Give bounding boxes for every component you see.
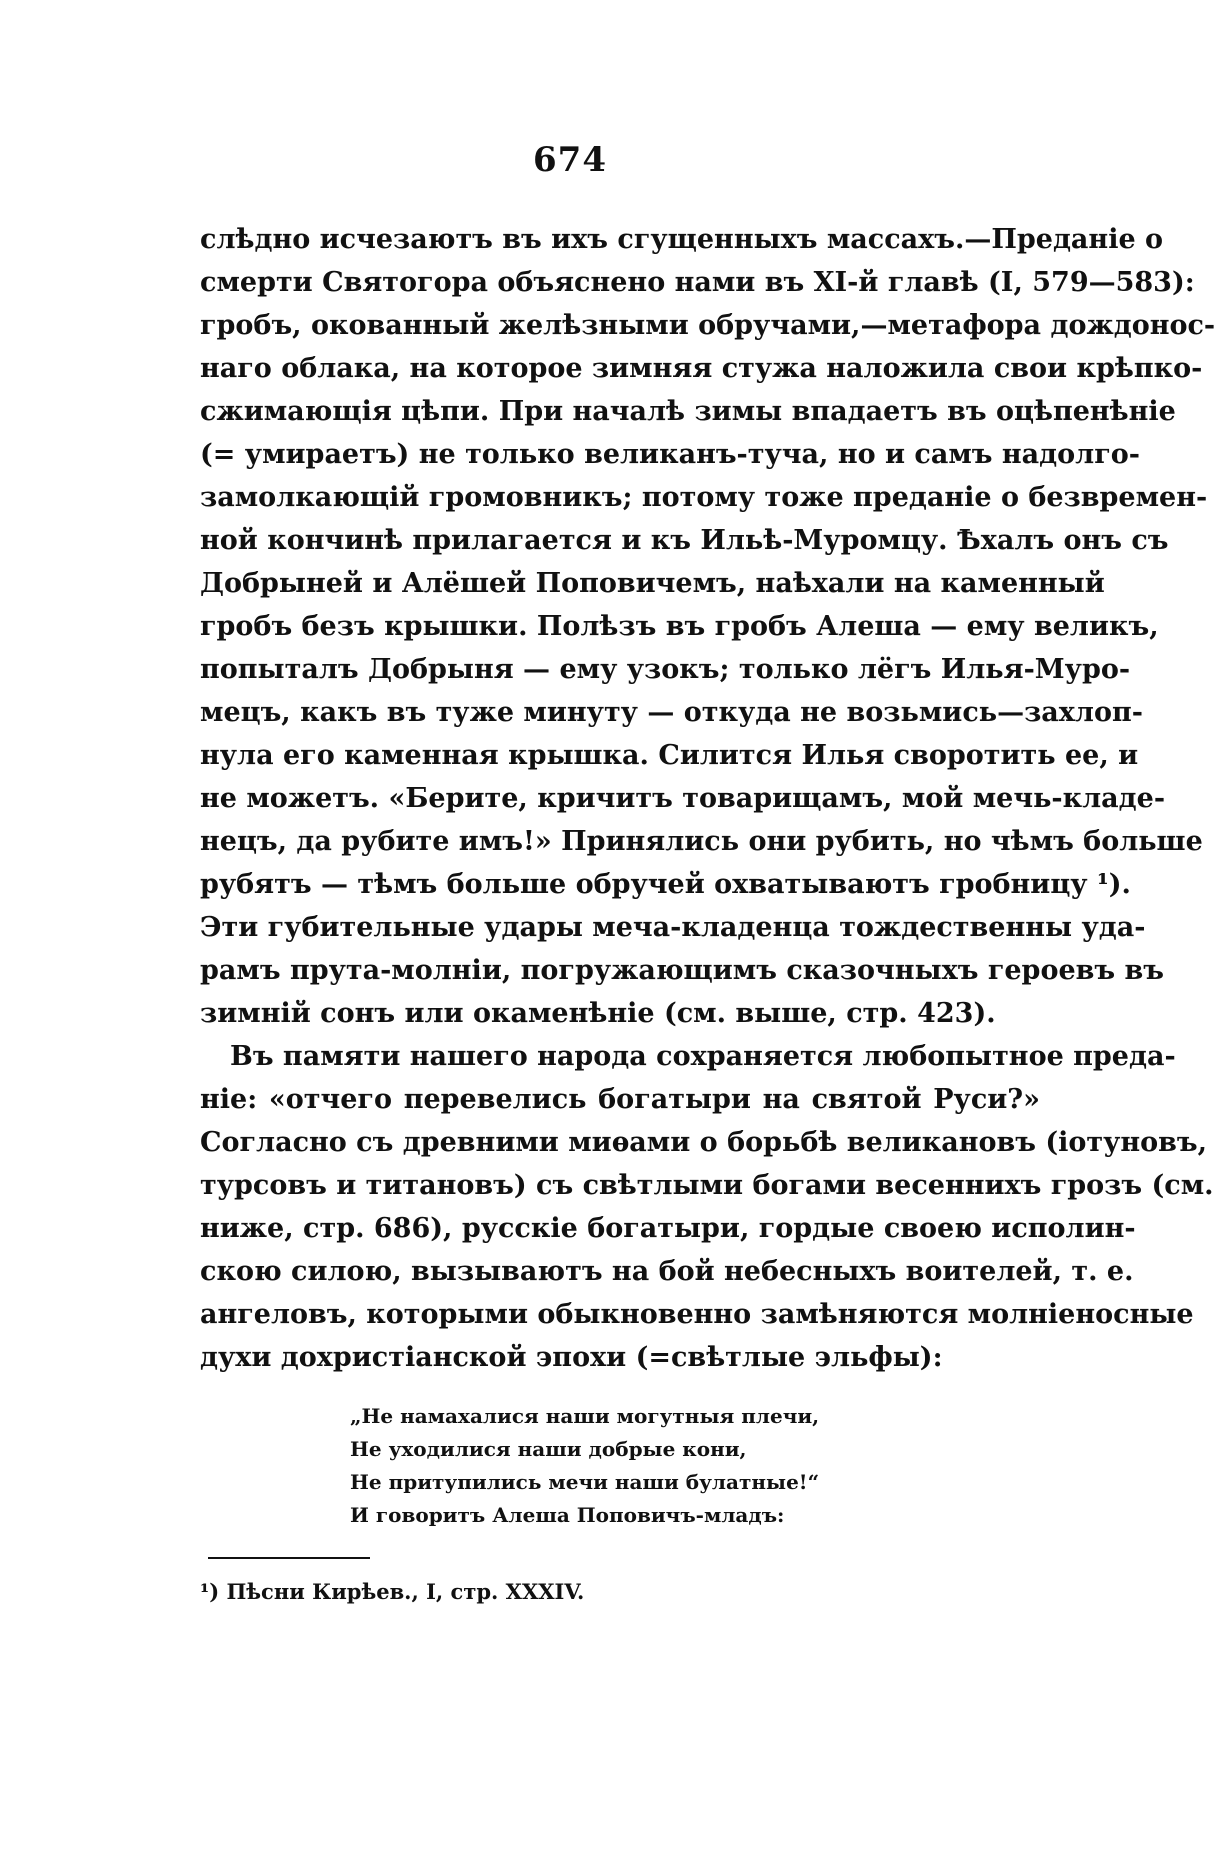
- text-line: нецъ, да рубите имъ!» Принялись они рубить, но чѣмъ больше: [200, 826, 1203, 857]
- verse-quote: [350, 1400, 910, 1532]
- text-line: смерти Святогора объяснено нами въ XI-й главѣ (I, 579—583):: [200, 267, 1195, 298]
- text-line: ниже, стр. 686), русскіе богатыри, гордые своею исполин-: [200, 1213, 1136, 1244]
- text-line: турсовъ и титановъ) съ свѣтлыми богами весеннихъ грозъ (см.: [200, 1170, 1214, 1201]
- text-line: ніе: «отчего перевелись богатыри на святой Руси?»: [200, 1084, 1040, 1115]
- page-number: 674: [533, 140, 607, 180]
- verse-line: Не уходилися наши добрые кони,: [350, 1437, 747, 1461]
- text-line: духи дохристіанской эпохи (=свѣтлые эльфы):: [200, 1342, 943, 1373]
- text-line: мецъ, какъ въ туже минуту — откуда не возьмись—захлоп-: [200, 697, 1143, 728]
- text-line: скою силою, вызываютъ на бой небесныхъ воителей, т. е.: [200, 1256, 1134, 1287]
- verse-line: И говоритъ Алеша Поповичъ-младъ:: [350, 1503, 785, 1527]
- text-line: зимній сонъ или окаменѣніе (см. выше, стр. 423).: [200, 998, 996, 1029]
- text-line: рамъ прута-молніи, погружающимъ сказочныхъ героевъ въ: [200, 955, 1164, 986]
- text-line: (= умираетъ) не только великанъ-туча, но и самъ надолго-: [200, 439, 1140, 470]
- verse-line: „Не намахалися наши могутныя плечи,: [350, 1404, 820, 1428]
- text-line: наго облака, на которое зимняя стужа наложила свои крѣпко-: [200, 353, 1203, 384]
- verse-line: Не притупились мечи наши булатные!“: [350, 1470, 820, 1494]
- text-line: Эти губительные удары меча-кладенца тождественны уда-: [200, 912, 1146, 943]
- text-line: ной кончинѣ прилагается и къ Ильѣ-Муромцу. Ѣхалъ онъ съ: [200, 525, 1169, 556]
- text-line: Добрыней и Алёшей Поповичемъ, наѣхали на каменный: [200, 568, 1105, 599]
- text-line: нула его каменная крышка. Силится Илья своротить ее, и: [200, 740, 1139, 771]
- text-line: гробъ безъ крышки. Полѣзъ въ гробъ Алеша — ему великъ,: [200, 611, 1159, 642]
- text-line: рубятъ — тѣмъ больше обручей охватываютъ гробницу ¹).: [200, 869, 1131, 900]
- text-line: не можетъ. «Берите, кричитъ товарищамъ, мой мечь-кладе-: [200, 783, 1166, 814]
- text-line: Въ памяти нашего народа сохраняется любопытное преда-: [230, 1041, 1176, 1072]
- footnote-divider: [208, 1557, 370, 1559]
- text-line: Согласно съ древними миѳами о борьбѣ великановъ (іотуновъ,: [200, 1127, 1208, 1158]
- footnote: ¹) Пѣсни Кирѣев., I, стр. XXXIV.: [200, 1579, 585, 1604]
- text-line: замолкающій громовникъ; потому тоже преданіе о безвремен-: [200, 482, 1208, 513]
- text-line: ангеловъ, которыми обыкновенно замѣняются молніеносные: [200, 1299, 1194, 1330]
- text-line: попыталъ Добрыня — ему узокъ; только лёгъ Илья-Муро-: [200, 654, 1131, 685]
- text-line: гробъ, окованный желѣзными обручами,—метафора дождонос-: [200, 310, 1215, 341]
- text-line: слѣдно исчезаютъ въ ихъ сгущенныхъ массахъ.—Преданіе о: [200, 224, 1164, 255]
- text-line: сжимающія цѣпи. При началѣ зимы впадаетъ въ оцѣпенѣніе: [200, 396, 1176, 427]
- body-text: [200, 218, 1215, 1379]
